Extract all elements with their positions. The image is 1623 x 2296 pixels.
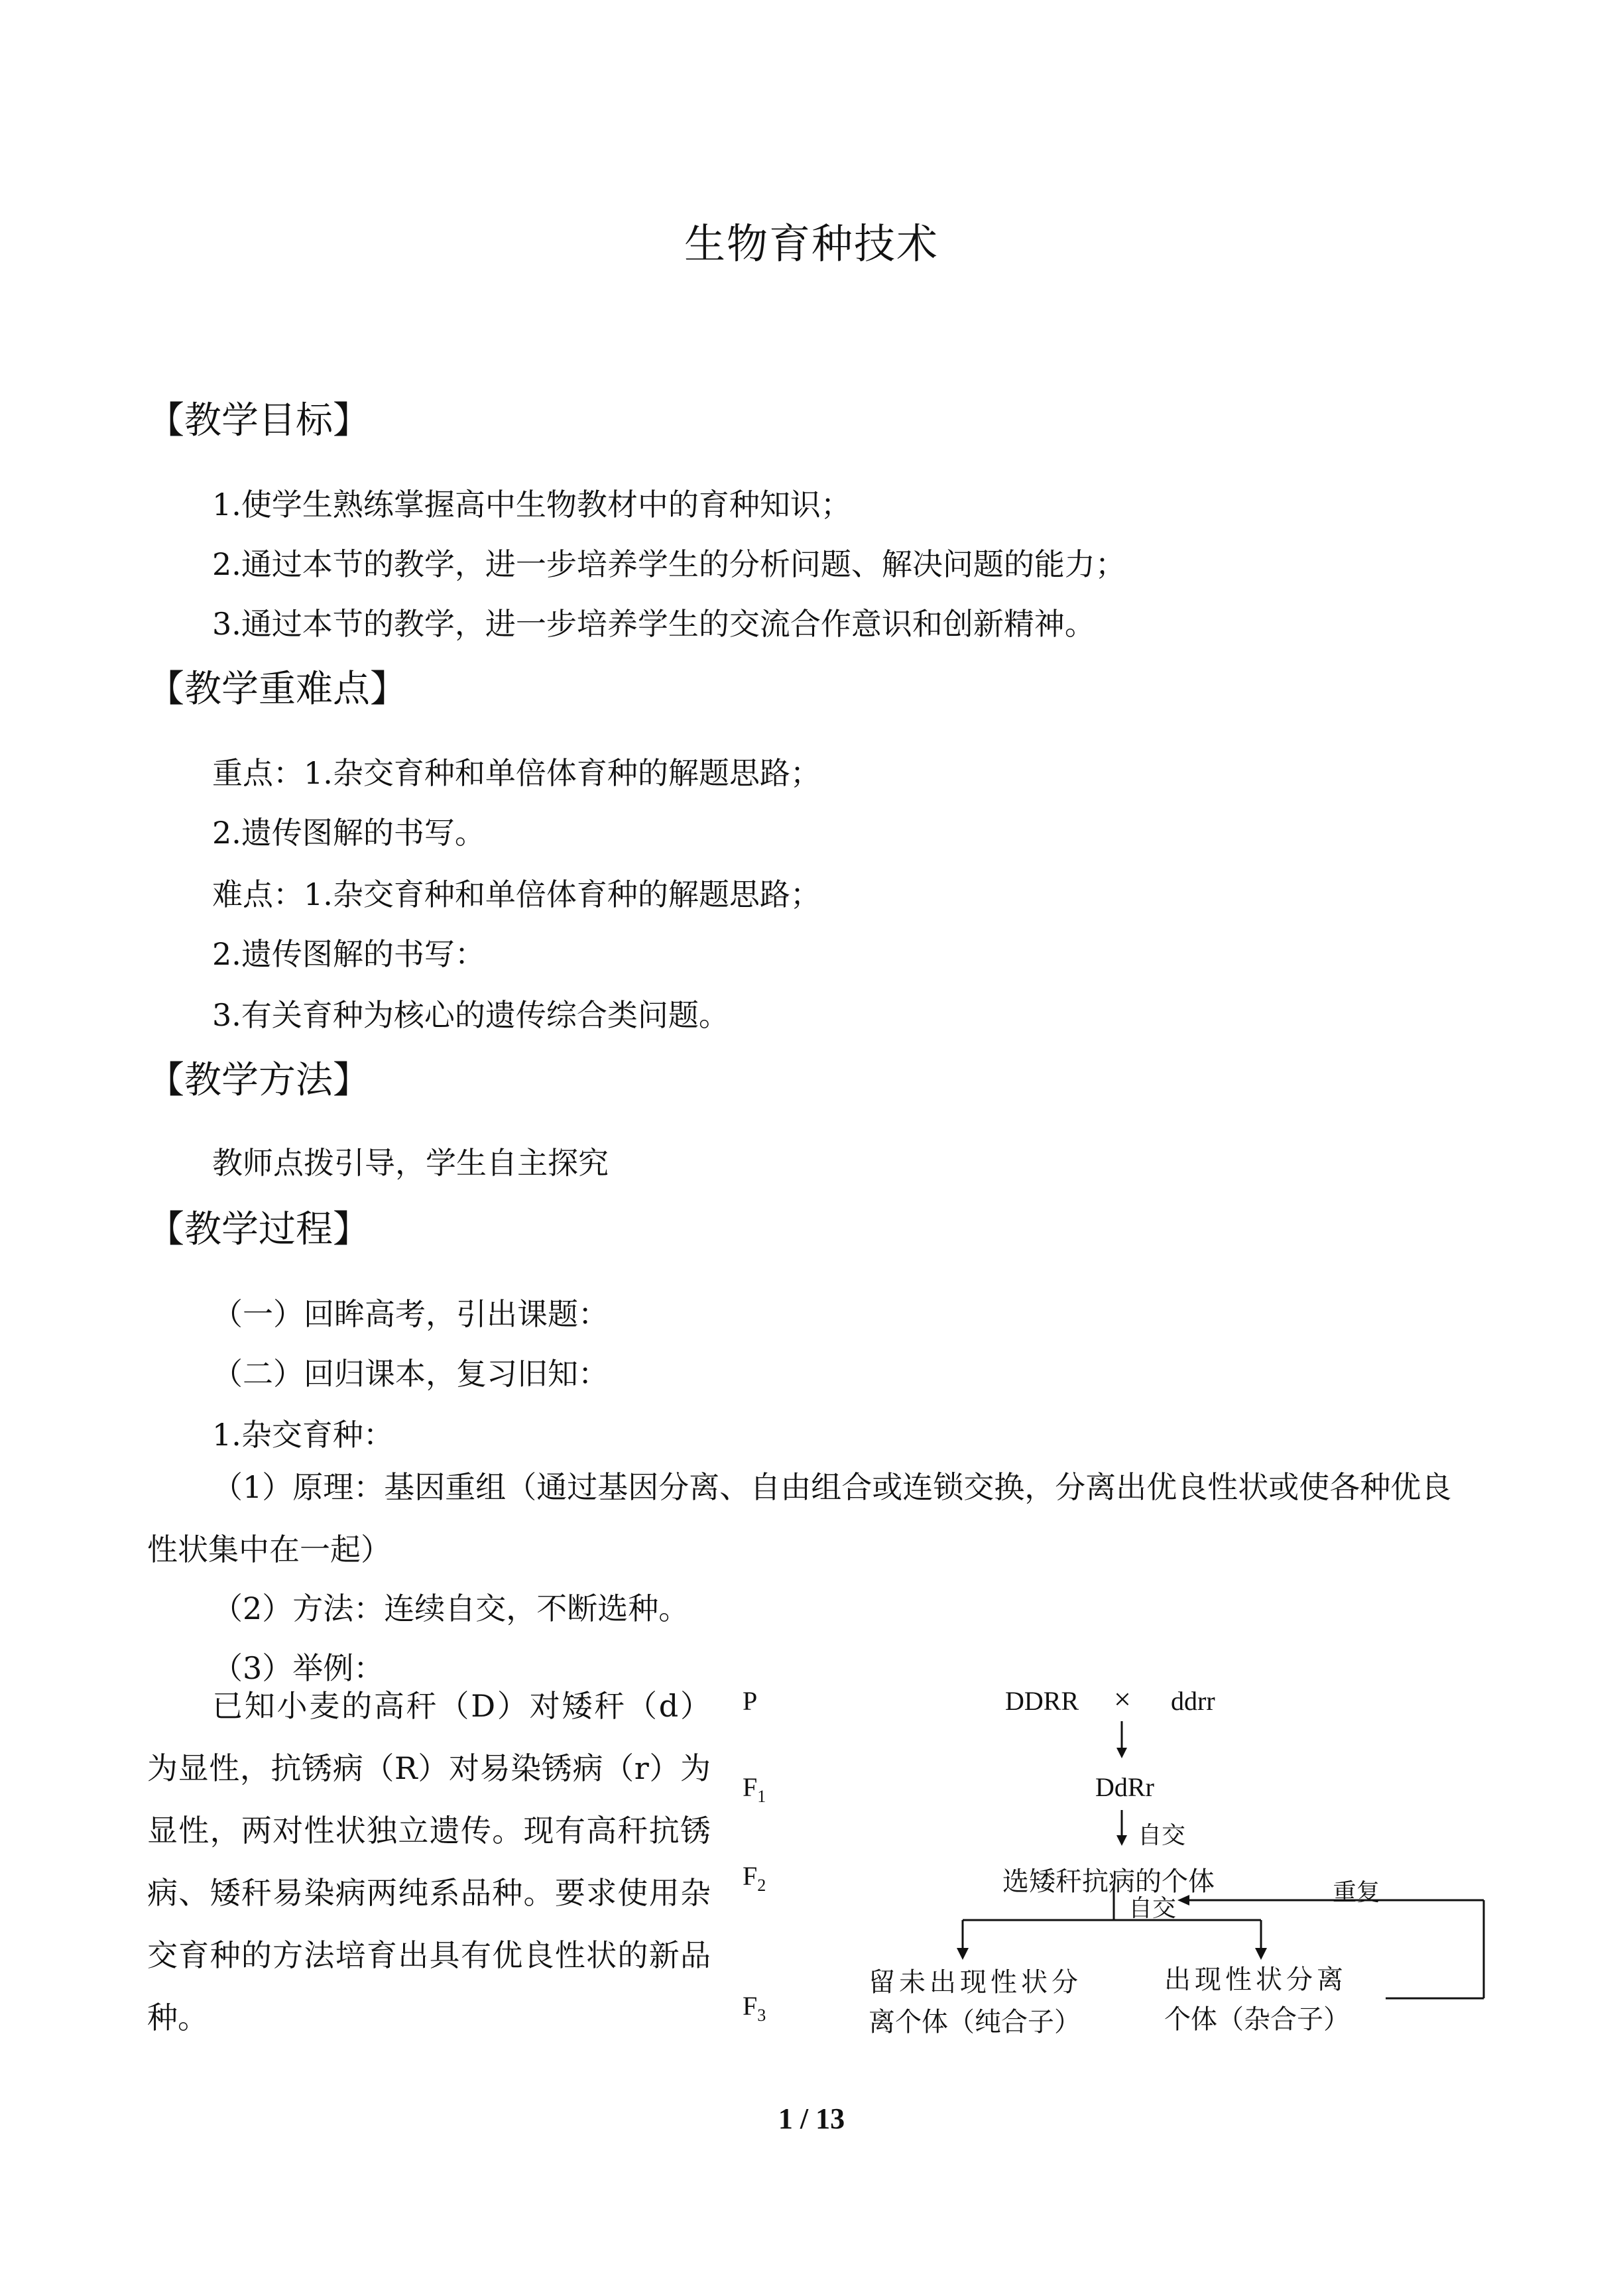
process-item-3: 1.杂交育种： [212, 1417, 394, 1453]
method-text: 教师点拨引导，学生自主探究 [212, 1145, 609, 1181]
process-item-method: （2）方法：连续自交，不断选种。 [212, 1591, 690, 1626]
key-point-item-4: 2.遗传图解的书写： [212, 936, 485, 972]
selfing-label-2: 自交 [1128, 1895, 1177, 1922]
f3-right-line2: 个体（杂合子） [1164, 2004, 1350, 2035]
gen-label-p: P [743, 1686, 758, 1716]
arrowhead-left [957, 1948, 969, 1960]
page-title: 生物育种技术 [684, 219, 939, 268]
repeat-label: 重复 [1333, 1879, 1381, 1906]
heading-method: 【教学方法】 [147, 1059, 370, 1102]
heading-key-points: 【教学重难点】 [147, 668, 407, 711]
example-paragraph: 已知小麦的高秆（D）对矮秆（d）为显性，抗锈病（R）对易染锈病（r）为显性，两对性状独立遗传。现有高秆抗锈病、矮秆易染病两纯系品种。要求使用杂交育种的方法培育出具有优良性状的新品种。 [147, 1688, 711, 2035]
parent2-genotype: ddrr [1171, 1686, 1215, 1716]
key-point-item-3: 难点：1.杂交育种和单倍体育种的解题思路； [212, 876, 821, 912]
heading-process: 【教学过程】 [147, 1208, 370, 1251]
gen-label-f3-sub: 3 [757, 2006, 766, 2025]
selfing-label-1: 自交 [1138, 1822, 1186, 1849]
process-principle-paragraph: （1）原理：基因重组（通过基因分离、自由组合或连锁交换，分离出优良性状或使各种优良性状集中在一起） [147, 1469, 1452, 1567]
parent1-genotype: DDRR [1005, 1686, 1079, 1716]
heading-objectives: 【教学目标】 [147, 399, 370, 442]
process-item-2: （二）回归课本，复习旧知： [212, 1356, 609, 1392]
key-point-item-1: 重点：1.杂交育种和单倍体育种的解题思路； [212, 755, 821, 791]
f3-right-line1: 出现性状分离 [1164, 1964, 1347, 1995]
arrowhead-p-f1 [1116, 1748, 1127, 1758]
gen-label-f2-sub: 2 [757, 1876, 766, 1895]
objective-item-1: 1.使学生熟练掌握高中生物教材中的育种知识； [212, 487, 851, 522]
gen-label-f3-base: F [743, 1991, 758, 2021]
cross-symbol: × [1114, 1682, 1131, 1716]
gen-label-f2 [743, 1860, 766, 1896]
f3-left-line2: 离个体（纯合子） [869, 2007, 1081, 2037]
process-item-1: （一）回眸高考，引出课题： [212, 1296, 609, 1332]
f2-selection: 选矮秆抗病的个体 [1002, 1866, 1215, 1897]
key-point-item-2: 2.遗传图解的书写。 [212, 815, 485, 851]
process-item-example-label: （3）举例： [212, 1650, 385, 1686]
gen-label-f3 [743, 1990, 766, 2025]
key-point-item-5: 3.有关育种为核心的遗传综合类问题。 [212, 997, 729, 1033]
gen-label-f2-base: F [743, 1861, 758, 1891]
f1-genotype: DdRr [1095, 1772, 1154, 1802]
page-number: 1 / 13 [778, 2102, 845, 2135]
gen-label-f1 [743, 1772, 766, 1807]
objective-item-2: 2.通过本节的教学，进一步培养学生的分析问题、解决问题的能力； [212, 546, 1126, 582]
objective-item-3: 3.通过本节的教学，进一步培养学生的交流合作意识和创新精神。 [212, 606, 1095, 642]
gen-label-f1-sub: 1 [757, 1787, 766, 1806]
f3-left-line1: 留未出现性状分 [869, 1967, 1082, 1998]
arrowhead-f1-f2 [1116, 1835, 1127, 1846]
gen-label-f1-base: F [743, 1772, 758, 1802]
